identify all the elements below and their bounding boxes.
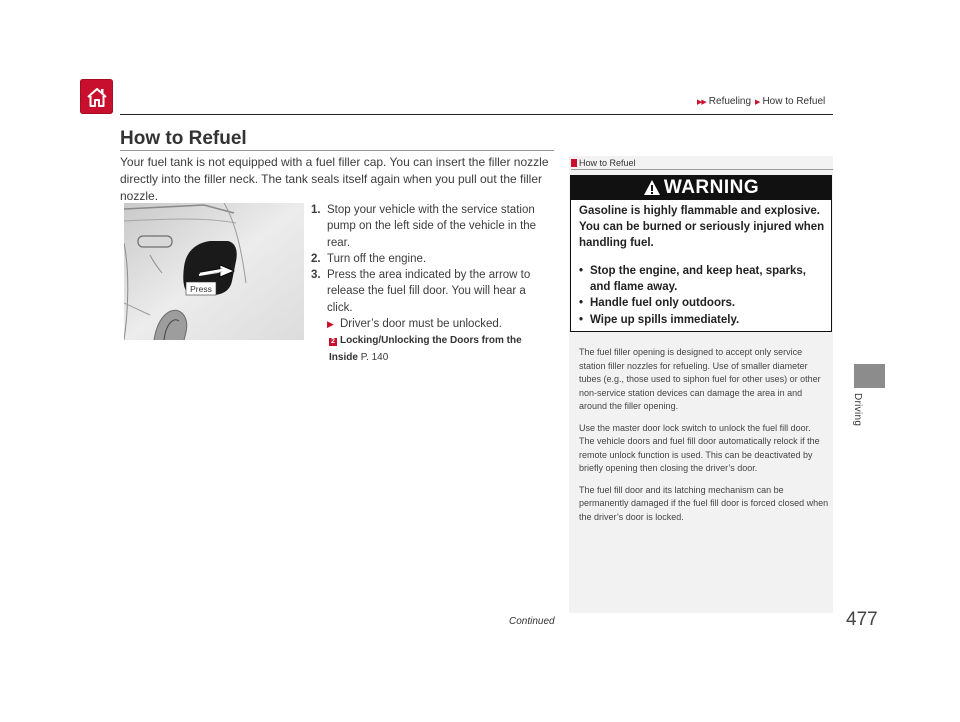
- section-tab[interactable]: [854, 364, 885, 388]
- breadcrumb: [697, 96, 829, 107]
- section-tab-label: Driving: [852, 393, 863, 427]
- step-1: 1. Stop your vehicle with the service station pump on the left side of the vehicle in the rear.: [311, 204, 537, 249]
- title-divider: [120, 150, 554, 151]
- note-paragraph: The fuel filler opening is designed to accept only service station filler nozzles for refueling. Use of smaller diameter tubes (e.g., those used to siphon fuel for other uses) or other non-service station devices can damage the area in and around the filler opening.: [579, 347, 821, 411]
- header-divider: [120, 114, 833, 115]
- step-3-sub-note: ▶ Driver’s door must be unlocked.: [327, 316, 551, 332]
- press-label: Press: [190, 284, 212, 294]
- sub-arrow-icon: ▶: [327, 319, 334, 330]
- link-icon: 2: [329, 338, 337, 346]
- page-title: How to Refuel: [120, 128, 247, 149]
- breadcrumb-item-how-to-refuel[interactable]: How to Refuel: [762, 96, 826, 107]
- intro-paragraph: Your fuel tank is not equipped with a fuel filler cap. You can insert the filler nozzle directly into the filler neck. The tank seals itself again when you pull out the filler nozzle.: [120, 155, 549, 203]
- step-2: 2. Turn off the engine.: [311, 252, 427, 265]
- warning-icon: [643, 179, 661, 197]
- warning-bullet: • Wipe up spills immediately.: [579, 312, 827, 328]
- warning-banner: [571, 176, 831, 200]
- note-heading: How to Refuel: [571, 158, 636, 168]
- note-paragraph: The fuel fill door and its latching mechanism can be permanently damaged if the fuel fill door is forced closed when the driver’s door is locked.: [579, 484, 829, 522]
- fuel-door-illustration: [124, 203, 304, 340]
- note-divider: [571, 169, 833, 170]
- xref-page: P. 140: [360, 352, 389, 364]
- xref-title: Locking/Unlocking the Doors from the Inside: [329, 335, 522, 364]
- page-number: 477: [846, 609, 878, 630]
- warning-bullet: • Handle fuel only outdoors.: [579, 295, 827, 311]
- warning-bullet-list: [579, 263, 827, 328]
- warning-text: Gasoline is highly flammable and explosive. You can be burned or seriously injured when handling fuel.: [579, 205, 825, 250]
- home-button[interactable]: [80, 79, 113, 114]
- step-3: 3. Press the area indicated by the arrow to release the fuel fill door. You will hear a click.: [311, 269, 531, 314]
- note-icon: [571, 159, 577, 167]
- cross-reference-link[interactable]: [329, 332, 551, 366]
- steps-list: [311, 202, 551, 366]
- breadcrumb-item-refueling[interactable]: Refueling: [708, 96, 752, 107]
- breadcrumb-arrow-icon: ▶: [755, 99, 760, 106]
- note-paragraph: Use the master door lock switch to unlock the fuel fill door. The vehicle doors and fuel fill door automatically relock if the remote unlock function is used. This can be deactivated by briefly opening then closing the driver’s door.: [579, 422, 820, 473]
- home-icon: [85, 86, 109, 108]
- breadcrumb-arrow-icon: ▶▶: [697, 99, 706, 106]
- warning-bullet: • Stop the engine, and keep heat, sparks, and flame away.: [579, 263, 827, 295]
- note-paragraphs: [579, 346, 829, 532]
- continued-label: Continued: [509, 616, 555, 627]
- warning-title: WARNING: [663, 177, 760, 198]
